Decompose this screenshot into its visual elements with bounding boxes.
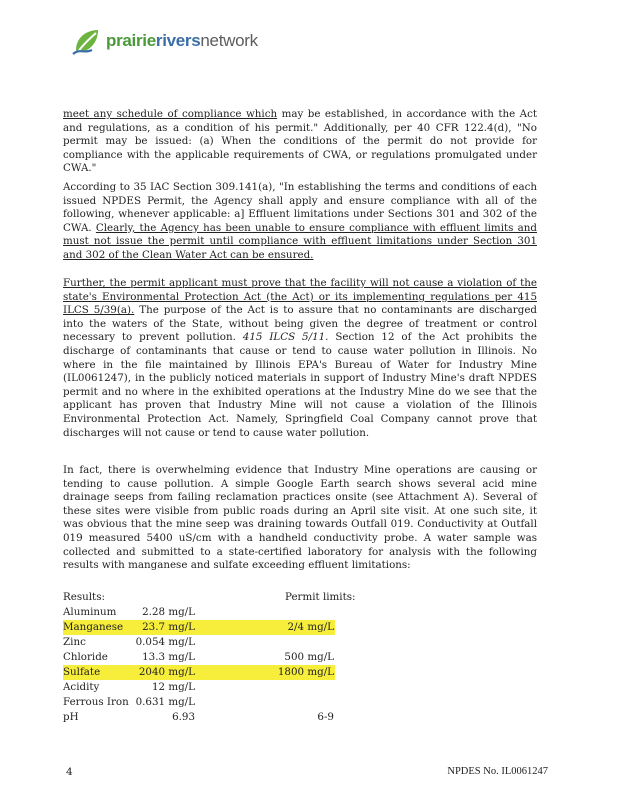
result-row — [63, 665, 335, 680]
result-row — [63, 695, 363, 710]
result-row — [63, 620, 335, 635]
result-value: 12 mg/L — [151, 681, 195, 693]
result-limit: 500 mg/L — [284, 651, 334, 663]
paragraph-3 — [63, 277, 537, 440]
result-row — [63, 650, 363, 665]
result-analyte: Ferrous Iron — [63, 696, 129, 708]
logo-word-network: network — [200, 31, 258, 50]
p3-underlined-text: Further, the permit applicant must prove that the facility will not cause a violation of the state's Environmental Protection Act (the Act) or its implementing regulations per 415 ILCS 5/39(a). — [63, 277, 537, 317]
logo-word-prairie: prairie — [106, 31, 156, 50]
result-analyte: Sulfate — [63, 666, 101, 678]
result-row — [63, 680, 363, 695]
paragraph-2 — [63, 181, 537, 263]
result-analyte: Aluminum — [63, 606, 117, 618]
result-value: 2040 mg/L — [138, 666, 195, 678]
result-value: 13.3 mg/L — [142, 651, 195, 663]
result-value: 0.631 mg/L — [135, 696, 195, 708]
page-number: 4 — [66, 766, 73, 778]
permit-limits-header: Permit limits: — [285, 591, 356, 603]
result-value: 23.7 mg/L — [142, 621, 195, 633]
prairie-rivers-network-logo — [70, 22, 258, 60]
result-analyte: Zinc — [63, 636, 86, 648]
result-limit: 6-9 — [317, 711, 334, 723]
p3-citation: 415 ILCS 5/11. — [242, 331, 329, 344]
p1-text: may be established, in accordance with the Act and regulations, as a condition of his permit." Additionally, per 40 CFR 122.4(d), "No permit may be issued: (a) When the conditions of the permit do not provide for compliance with the applicable requirements of CWA, or regulations promulgated under CWA." — [63, 108, 537, 175]
result-analyte: Manganese — [63, 621, 124, 633]
results-header-label: Results: — [63, 591, 105, 603]
result-row — [63, 635, 363, 650]
paragraph-1 — [63, 108, 537, 176]
p1-underlined-text: meet any schedule of compliance which — [63, 108, 278, 120]
result-analyte: Chloride — [63, 651, 108, 663]
result-limit: 1800 mg/L — [277, 666, 334, 678]
result-analyte: Acidity — [63, 681, 100, 693]
paragraph-4: In fact, there is overwhelming evidence that Industry Mine operations are causing or tending to cause pollution. A simple Google Earth search shows several acid mine drainage seeps from failing reclamation practices onsite (see Attachment A). Several of these sites were visible from public roads during an April site visit. At one such site, it was obvious that the mine seep was draining towards Outfall 019. Conductivity at Outfall 019 measured 5400 uS/cm with a handheld conductivity probe. A water sample was collected and submitted to a state-certified laboratory for analysis with the following results with manganese and sulfate exceeding effluent limitations: — [63, 464, 537, 572]
p3-text-b: Section 12 of the Act prohibits the discharge of contaminants that cause or tend to cause water pollution in Illinois. No where in the file maintained by Illinois EPA's Bureau of Water for Industry Mine (IL0061247), in the publicly noticed materials in support of Industry Mine's draft NPDES permit and no where in the exhibited operations at the Industry Mine do we see that the applicant has proven that Industry Mine will not cause a violation of the Illinois Environmental Protection Act. Namely, Springfield Coal Company cannot prove that discharges will not cause or tend to cause water pollution. — [63, 331, 537, 439]
result-limit: 2/4 mg/L — [287, 621, 334, 633]
leaf-logo-icon — [70, 24, 104, 58]
logo-word-rivers: rivers — [155, 31, 201, 50]
results-rows — [63, 605, 363, 725]
permit-number: NPDES No. IL0061247 — [447, 766, 548, 777]
p2-text: According to 35 IAC Section 309.141(a), "In establishing the terms and conditions of each issued NPDES Permit, the Agency shall apply and ensure compliance with all of the following, whenever applicable: a] Effluent limitations under Sections 301 and 302 of the CWA. — [63, 181, 537, 234]
results-table — [63, 590, 363, 725]
result-value: 2.28 mg/L — [142, 606, 195, 618]
result-value: 6.93 — [172, 711, 195, 723]
logo-wordmark — [106, 31, 258, 51]
p3-text-a: The purpose of the Act is to assure that no contaminants are discharged into the waters of the State, without being given the degree of treatment or control necessary to prevent pollution. — [63, 304, 537, 344]
p2-underlined-text: Clearly, the Agency has been unable to ensure compliance with effluent limits and must not issue the permit until compliance with effluent limitations under Section 301 and 302 of the Clean Water Act can be ensured. — [63, 221, 537, 261]
result-analyte: pH — [63, 711, 79, 723]
result-row — [63, 710, 363, 725]
result-value: 0.054 mg/L — [135, 636, 195, 648]
result-row — [63, 605, 363, 620]
results-header-row — [63, 590, 363, 605]
